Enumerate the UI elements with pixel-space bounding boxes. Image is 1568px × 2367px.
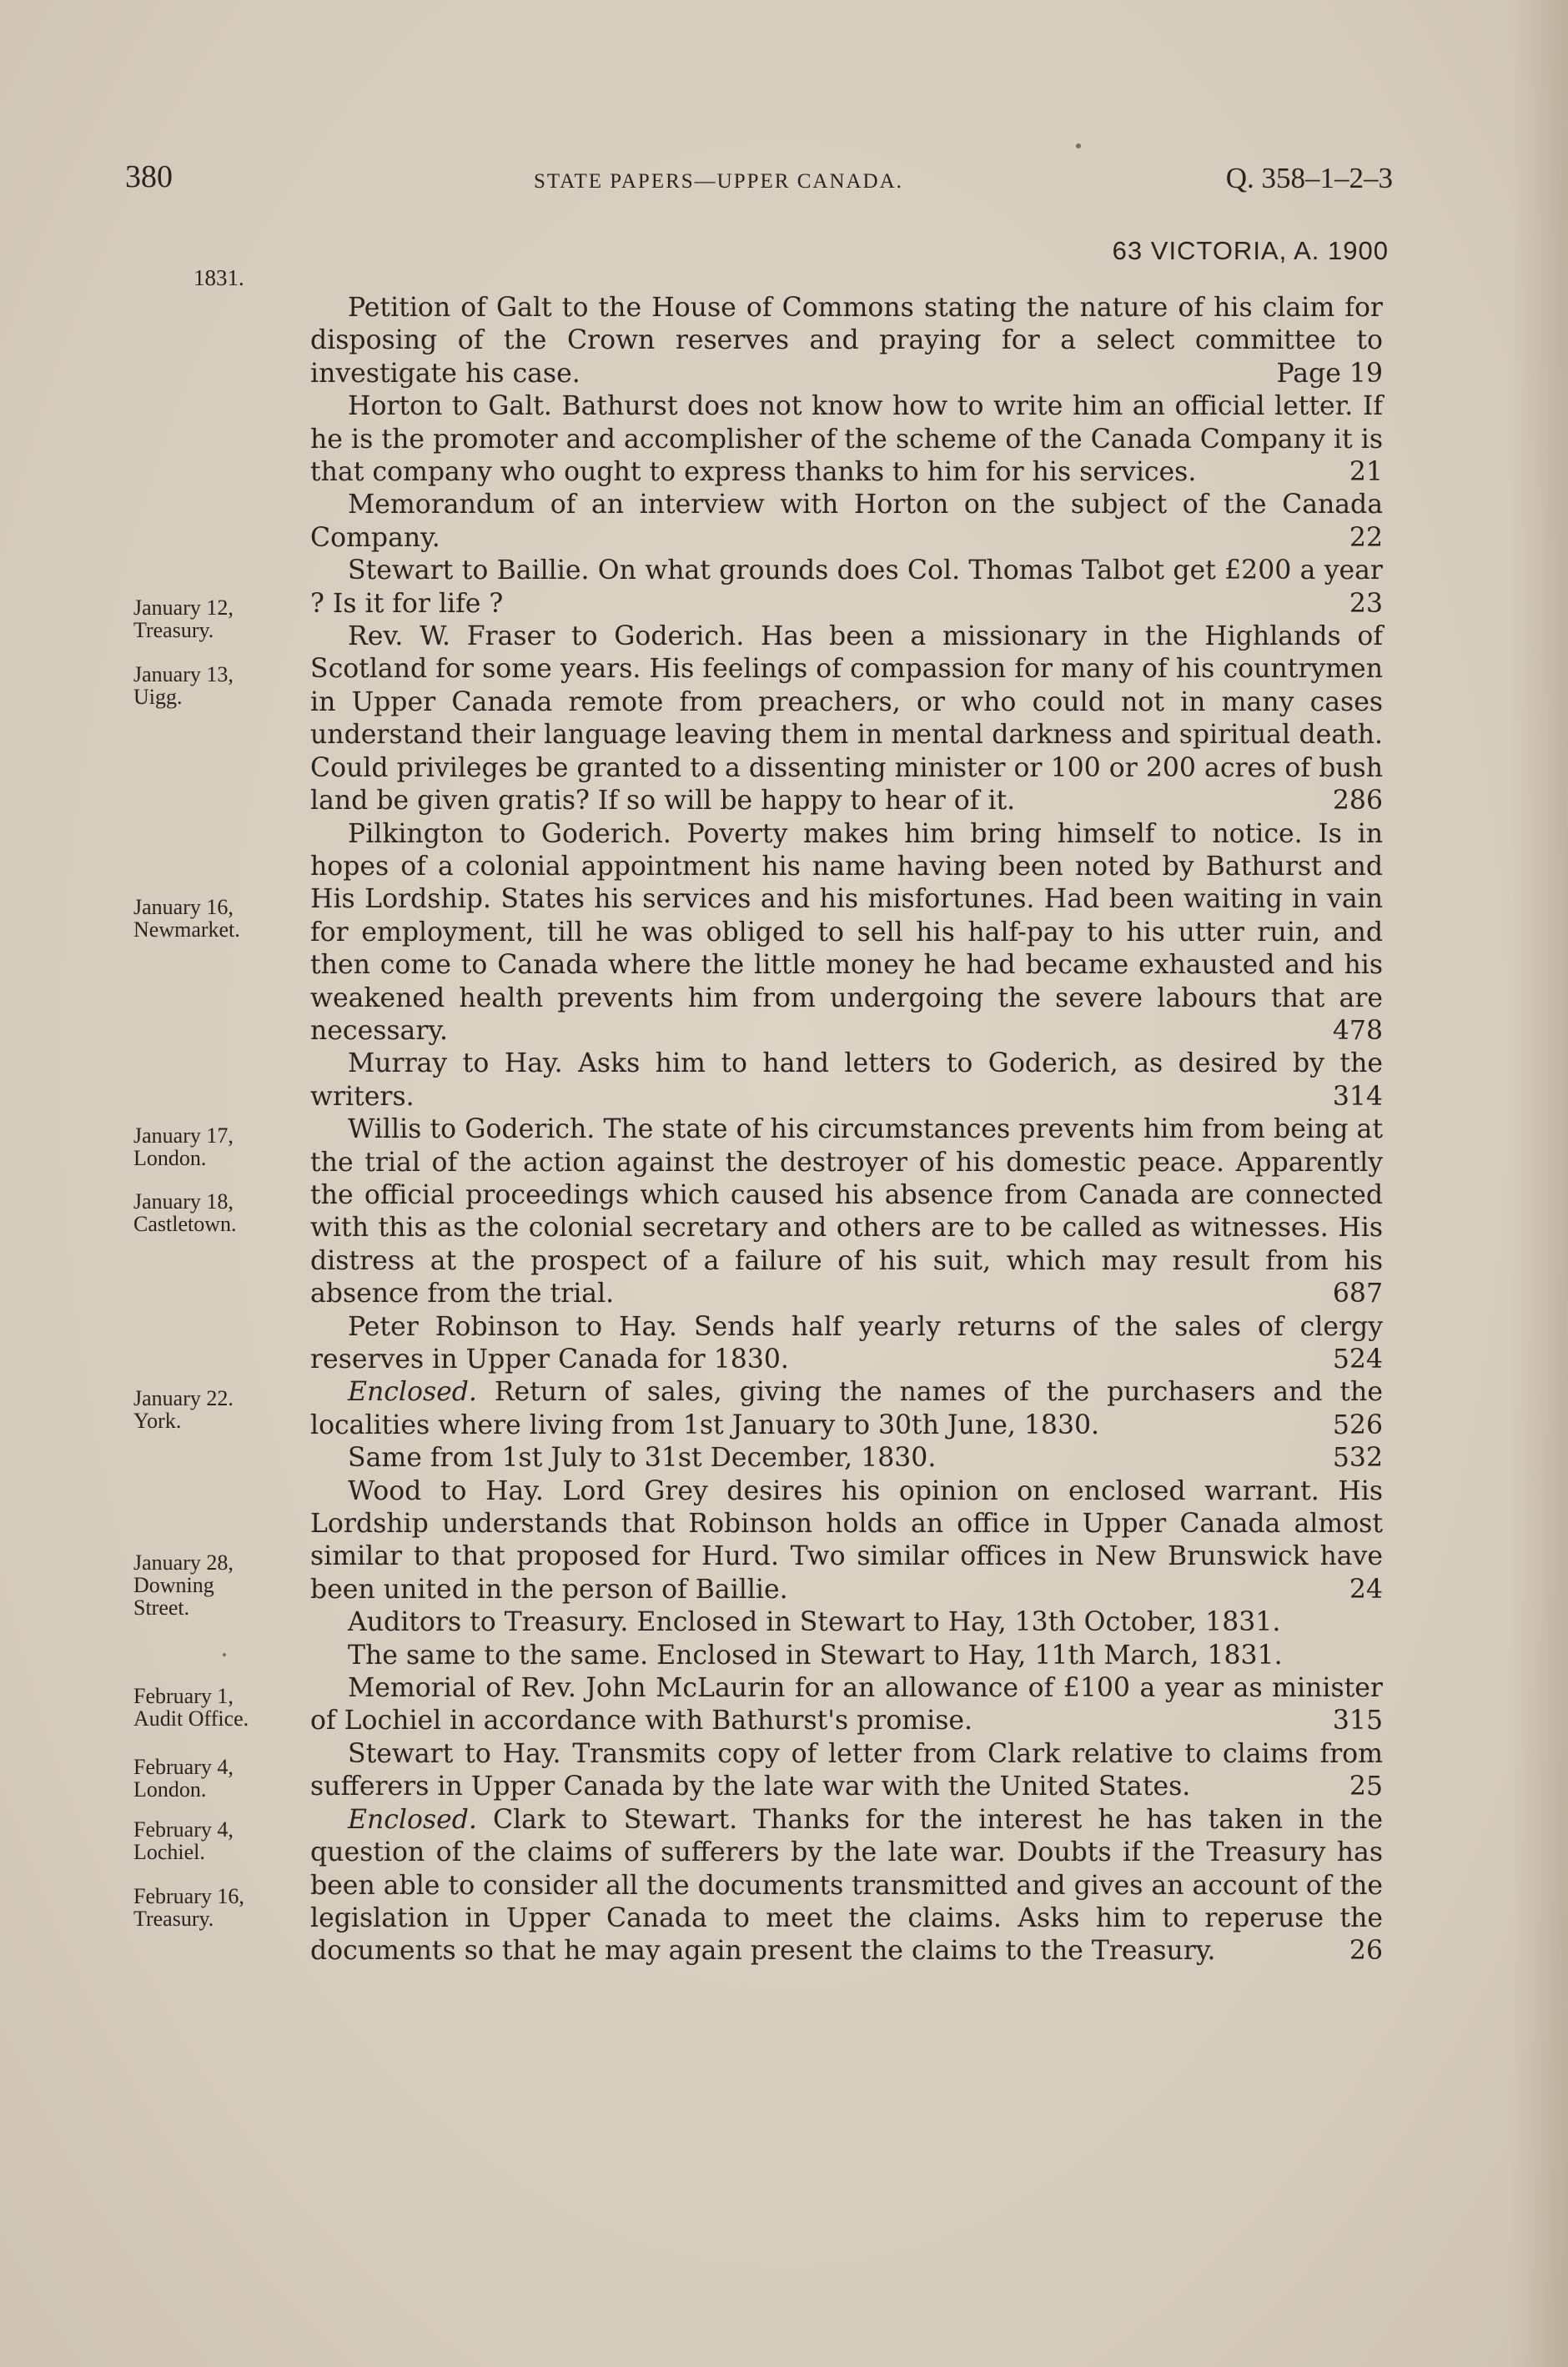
date-note: February 4, Lochiel. <box>133 1817 234 1864</box>
folio-number: 22 <box>1349 522 1383 553</box>
calendar-entry: Murray to Hay. Asks him to hand letters to Goderich, as desired by the writers. 314 <box>310 1048 1383 1113</box>
ink-speck <box>223 1653 226 1656</box>
date-note: January 18, Castletown. <box>133 1189 237 1236</box>
calendar-entry: Memorandum of an interview with Horton on the subject of the Canada Company. 22 <box>310 489 1383 555</box>
page-number: 380 <box>125 159 173 194</box>
calendar-entry: Enclosed. Return of sales, giving the names of the purchasers and the localities where living from 1st January to 30th June, 1830. 526 <box>310 1376 1383 1442</box>
calendar-entry: Same from 1st July to 31st December, 1830. 532 <box>310 1442 1383 1475</box>
date-note: January 13, Uigg. <box>133 662 234 709</box>
date-note: January 17, London. <box>133 1123 234 1170</box>
folio-number: 532 <box>1332 1443 1383 1474</box>
folio-number: 286 <box>1332 786 1383 817</box>
folio-number: 21 <box>1349 457 1383 488</box>
page-header <box>125 158 1393 209</box>
calendar-entry: Wood to Hay. Lord Grey desires his opinion on enclosed warrant. His Lordship understands that Robinson holds an office in Upper Canada almost similar to that proposed for Hurd. Two similar offices in New Brunswick have been united in the person of Baillie. 24 <box>310 1475 1383 1607</box>
folio-number: 23 <box>1349 588 1383 619</box>
calendar-entry: Peter Robinson to Hay. Sends half yearly returns of the sales of clergy reserves in Upper Canada for 1830. 524 <box>310 1311 1383 1377</box>
date-note: January 28, Downing Street. <box>133 1550 234 1620</box>
calendar-entry: Pilkington to Goderich. Poverty makes him bring himself to notice. Is in hopes of a colonial appointment his name having been noted by Bathurst and His Lordship. States his services and his misfortunes. Had been waiting in vain for employment, till he was obliged to sell his half-pay to his utter ruin, and then come to Canada where the little money he had became exhausted and his weakened health prevents him from undergoing the severe labours that are necessary. 478 <box>310 818 1383 1048</box>
folio-number: 687 <box>1332 1279 1383 1309</box>
calendar-entry: Rev. W. Fraser to Goderich. Has been a missionary in the Highlands of Scotland for some years. His feelings of compassion for many of his countrymen in Upper Canada remote from preachers, or who could not in many cases understand their language leaving them in mental darkness and spiritual death. Could privileges be granted to a dissenting minister or 100 or 200 acres of bush land be given gratis? If so will be happy to hear of it. 286 <box>310 621 1383 817</box>
date-note: February 4, London. <box>133 1755 234 1802</box>
folio-number: 315 <box>1332 1706 1383 1736</box>
date-note: January 22. York. <box>133 1386 234 1433</box>
calendar-entry: Enclosed. Clark to Stewart. Thanks for the interest he has taken in the question of the claims of sufferers by the late war. Doubts if the Treasury has been able to consider all the documents transmitted and gives an account of the legislation in Upper Canada to meet the claims. Asks him to reperuse the documents so that he may again present the claims to the Treasury. 26 <box>310 1804 1383 1968</box>
calendar-entry: The same to the same. Enclosed in Stewart to Hay, 11th March, 1831. <box>348 1640 1283 1671</box>
page-gutter-shadow <box>1510 0 1568 2367</box>
calendar-entry: Horton to Galt. Bathurst does not know how to write him an official letter. If he is the promoter and accomplisher of the scheme of the Canada Company it is that company who ought to express thanks to him for his services. 21 <box>310 390 1383 489</box>
date-note: January 12, Treasury. <box>133 596 234 642</box>
volume-line: 63 VICTORIA, A. 1900 <box>1112 236 1389 265</box>
calendar-entry: Willis to Goderich. The state of his circumstances prevents him from being at the trial of the action against the destroyer of his domestic peace. Apparently the official proceedings which caused his absence from Canada are connected with this as the colonial secretary and others are to be called as witnesses. His distress at the prospect of a failure of his suit, which may result from his absence from the trial. 687 <box>310 1113 1383 1310</box>
folio-number: 478 <box>1332 1015 1383 1046</box>
folio-number: 314 <box>1332 1081 1383 1112</box>
folio-number: 526 <box>1332 1410 1383 1440</box>
reference-code: Q. 358–1–2–3 <box>1225 162 1393 194</box>
folio-number: 524 <box>1332 1344 1383 1374</box>
calendar-entry: Auditors to Treasury. Enclosed in Stewart to Hay, 13th October, 1831. <box>348 1607 1281 1638</box>
folio-number: Page 19 <box>1276 358 1383 389</box>
folio-number: 25 <box>1349 1771 1383 1802</box>
calendar-entry: Stewart to Baillie. On what grounds does Col. Thomas Talbot get £200 a year ? Is it for life ? 23 <box>310 555 1383 621</box>
ink-speck <box>1076 143 1081 148</box>
running-title: STATE PAPERS—UPPER CANADA. <box>534 170 903 193</box>
folio-number: 26 <box>1349 1936 1383 1967</box>
calendar-entry: Memorial of Rev. John McLaurin for an allowance of £100 a year as minister of Lochiel in accordance with Bathurst's promise. 315 <box>310 1672 1383 1738</box>
date-note: January 16, Newmarket. <box>133 895 240 942</box>
calendar-entries <box>310 292 1383 1968</box>
date-note: February 1, Audit Office. <box>133 1684 249 1731</box>
calendar-entry: Petition of Galt to the House of Commons stating the nature of his claim for disposing of the Crown reserves and praying for a select committee to investigate his case. Page 19 <box>310 292 1383 390</box>
year-heading: 1831. <box>193 265 244 290</box>
date-note: February 16, Treasury. <box>133 1884 244 1931</box>
folio-number: 24 <box>1349 1574 1383 1605</box>
calendar-entry: Stewart to Hay. Transmits copy of letter from Clark relative to claims from sufferers in Upper Canada by the late war with the United States. 25 <box>310 1738 1383 1804</box>
